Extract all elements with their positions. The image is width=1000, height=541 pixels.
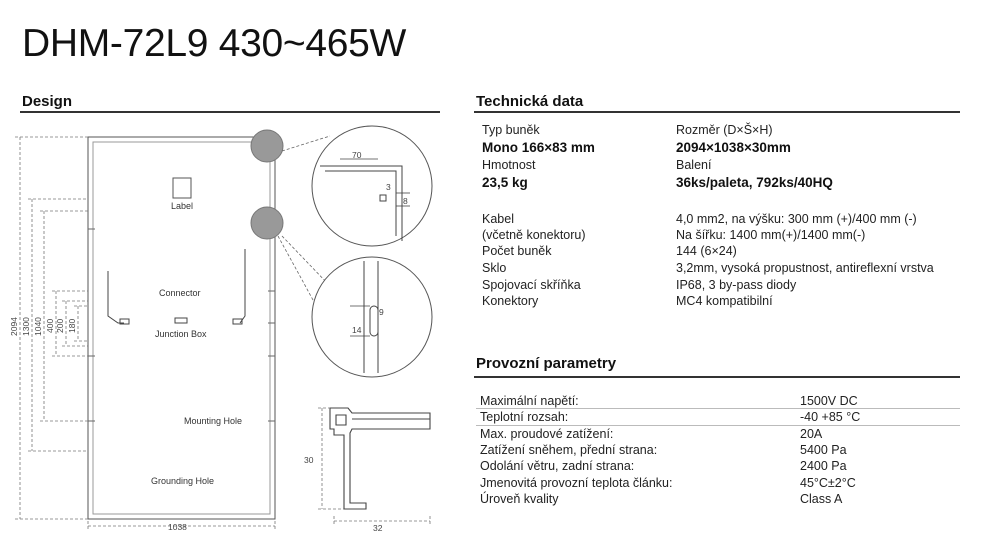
connector-cable-right xyxy=(240,249,245,323)
dim-1040: 1040 xyxy=(33,317,43,336)
rozmer-value: 2094×1038×30mm xyxy=(676,140,791,155)
tech-row-label: Konektory xyxy=(482,294,539,308)
dim-9: 9 xyxy=(379,307,384,317)
tech-row-value: 3,2mm, vysoká propustnost, antireflexní vrstva xyxy=(676,261,934,275)
design-heading: Design xyxy=(22,93,73,110)
provozni-rule xyxy=(474,376,960,378)
tech-row-value: MC4 kompatibilní xyxy=(676,294,773,308)
detail-circle-hole xyxy=(312,257,432,377)
tech-row-label: (včetně konektoru) xyxy=(482,228,586,242)
dim-200: 200 xyxy=(55,318,65,333)
detail-circle-corner xyxy=(312,126,432,246)
dim-30: 30 xyxy=(304,455,314,465)
callout-circle-mid xyxy=(251,207,283,239)
param-row-label: Max. proudové zatížení: xyxy=(480,427,614,441)
dim-400: 400 xyxy=(45,318,55,333)
page-title: DHM-72L9 430~465W xyxy=(22,22,407,65)
hmotnost-label: Hmotnost xyxy=(482,158,536,172)
param-row-label: Teplotní rozsah: xyxy=(480,410,569,424)
rozmer-label: Rozměr (D×Š×H) xyxy=(676,123,773,137)
baleni-label: Balení xyxy=(676,158,712,172)
panel-drawing xyxy=(0,111,450,541)
param-row-label: Maximální napětí: xyxy=(480,394,579,408)
param-row-value: Class A xyxy=(800,492,843,506)
param-row-value: 20A xyxy=(800,427,823,441)
tech-row-label: Kabel xyxy=(482,212,514,226)
tech-row-value: Na šířku: 1400 mm(+)/1400 mm(-) xyxy=(676,228,866,242)
dim-1038: 1038 xyxy=(168,522,187,532)
param-row-value: 45°C±2°C xyxy=(800,476,856,490)
param-row-label: Úroveň kvality xyxy=(480,492,559,506)
dim-3: 3 xyxy=(386,182,391,192)
param-row-value: 1500V DC xyxy=(800,394,858,408)
param-row-value: 2400 Pa xyxy=(800,459,847,473)
typ-label: Typ buněk xyxy=(482,123,540,137)
label-text: Label xyxy=(171,201,194,211)
param-row-value: -40 +85 °C xyxy=(800,410,861,424)
baleni-value: 36ks/paleta, 792ks/40HQ xyxy=(676,175,833,190)
dim-2094: 2094 xyxy=(9,317,19,336)
label-box xyxy=(173,178,191,198)
mounting-hole-text: Mounting Hole xyxy=(184,416,243,426)
junction-box-text: Junction Box xyxy=(155,329,207,339)
param-row-label: Odolání větru, zadní strana: xyxy=(480,459,635,473)
panel-frame-outer xyxy=(88,137,275,519)
param-separator xyxy=(476,425,960,426)
param-row-label: Zatížení sněhem, přední strana: xyxy=(480,443,658,457)
tech-row-label: Sklo xyxy=(482,261,507,275)
provozni-heading: Provozní parametry xyxy=(476,355,617,372)
dim-32: 32 xyxy=(373,523,383,533)
dim-14: 14 xyxy=(352,325,362,335)
tech-row-value: 144 (6×24) xyxy=(676,244,737,258)
param-row-value: 5400 Pa xyxy=(800,443,847,457)
callout-circle-top xyxy=(251,130,283,162)
dim-8: 8 xyxy=(403,196,408,206)
connector-cable-left xyxy=(108,271,124,323)
param-separator xyxy=(476,408,960,409)
dim-1300: 1300 xyxy=(21,317,31,336)
tech-row-value: 4,0 mm2, na výšku: 300 mm (+)/400 mm (-) xyxy=(676,212,917,226)
hmotnost-value: 23,5 kg xyxy=(482,175,528,190)
tech-row-label: Spojovací skříňka xyxy=(482,278,581,292)
technicka-heading: Technická data xyxy=(476,93,584,110)
connector-text: Connector xyxy=(159,288,201,298)
grounding-hole-text: Grounding Hole xyxy=(151,476,215,486)
frame-profile xyxy=(330,408,430,509)
param-row-label: Jmenovitá provozní teplota článku: xyxy=(480,476,673,490)
tech-row-label: Počet buněk xyxy=(482,244,552,258)
junction-box-shape xyxy=(175,318,187,323)
tech-row-value: IP68, 3 by-pass diody xyxy=(676,278,797,292)
typ-value: Mono 166×83 mm xyxy=(482,140,595,155)
dim-180: 180 xyxy=(67,318,77,333)
dim-70: 70 xyxy=(352,150,362,160)
technicka-rule xyxy=(474,111,960,113)
